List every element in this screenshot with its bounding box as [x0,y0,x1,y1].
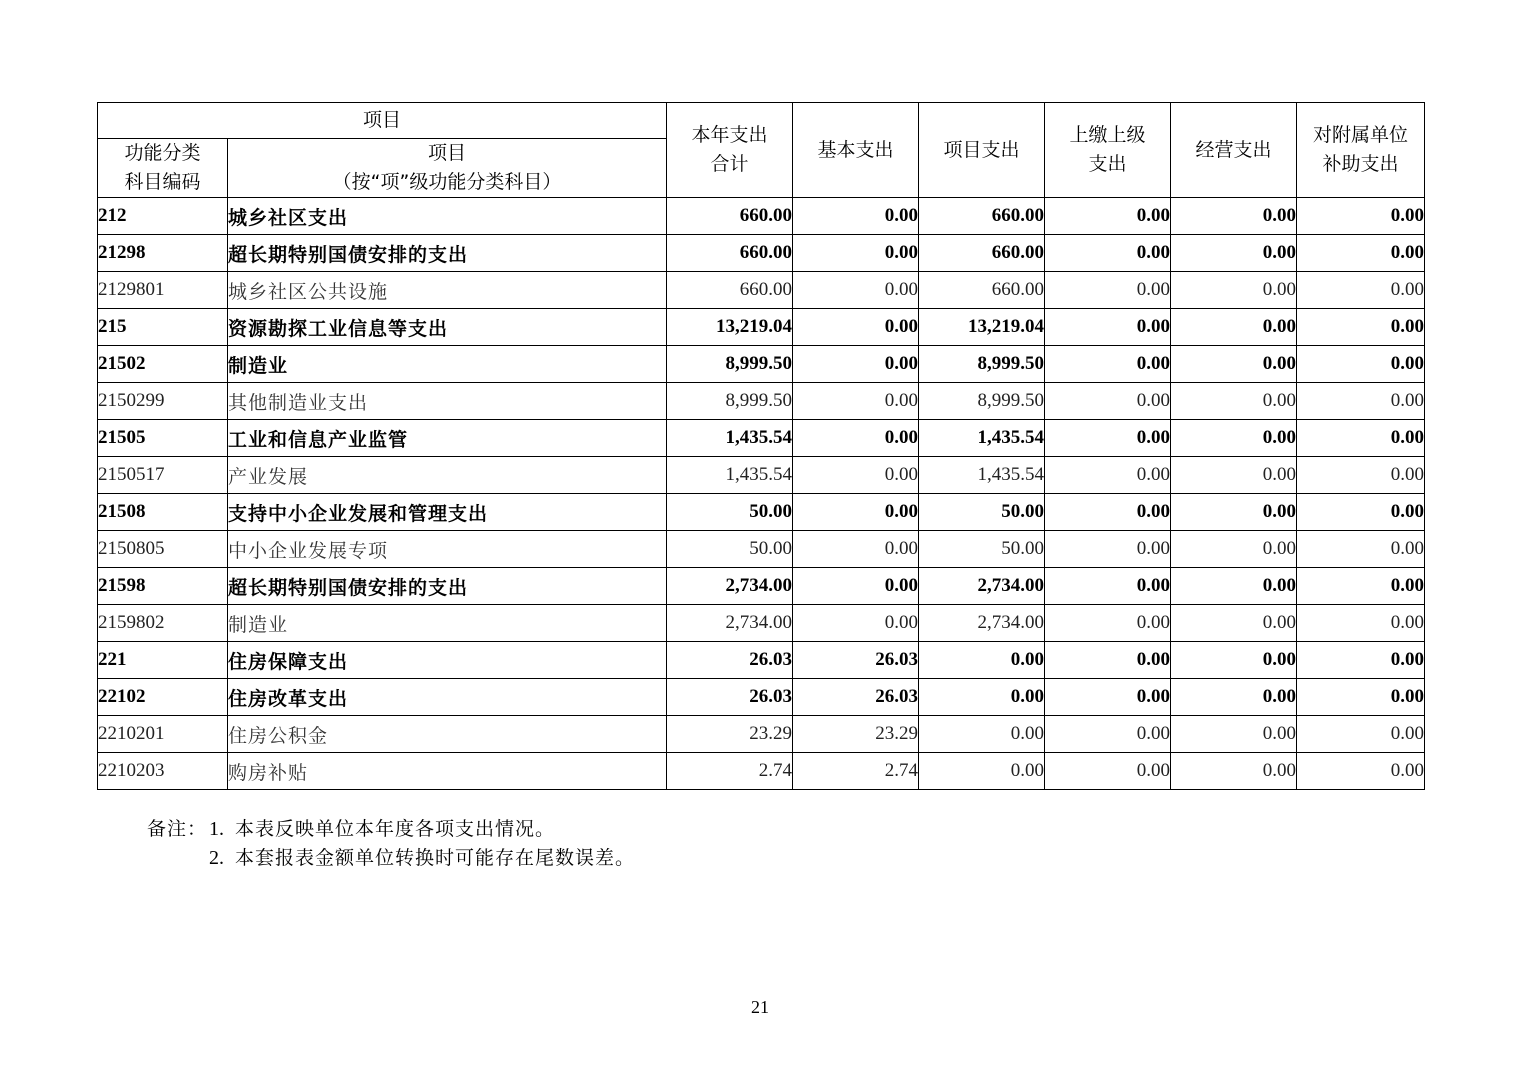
cell-subsidy: 0.00 [1297,309,1425,346]
cell-basic: 0.00 [793,309,919,346]
cell-name: 支持中小企业发展和管理支出 [228,494,667,531]
cell-basic: 0.00 [793,568,919,605]
cell-name: 产业发展 [228,457,667,494]
cell-project: 660.00 [919,235,1045,272]
cell-operating: 0.00 [1171,642,1297,679]
cell-code: 2210203 [98,753,228,790]
cell-operating: 0.00 [1171,420,1297,457]
note-line [147,815,635,844]
cell-project: 2,734.00 [919,568,1045,605]
cell-remit: 0.00 [1045,753,1171,790]
cell-remit: 0.00 [1045,716,1171,753]
cell-operating: 0.00 [1171,531,1297,568]
cell-operating: 0.00 [1171,457,1297,494]
cell-total: 50.00 [667,531,793,568]
cell-name: 城乡社区公共设施 [228,272,667,309]
header-project: 项目支出 [919,103,1045,198]
cell-subsidy: 0.00 [1297,716,1425,753]
header-basic: 基本支出 [793,103,919,198]
cell-total: 660.00 [667,272,793,309]
cell-basic: 23.29 [793,716,919,753]
cell-project: 50.00 [919,494,1045,531]
notes-prefix-spacer [147,844,209,873]
cell-total: 26.03 [667,679,793,716]
cell-name: 其他制造业支出 [228,383,667,420]
header-remit-line1: 上缴上级 [1069,124,1146,146]
cell-name: 超长期特别国债安排的支出 [228,568,667,605]
cell-operating: 0.00 [1171,383,1297,420]
cell-total: 2.74 [667,753,793,790]
cell-project: 13,219.04 [919,309,1045,346]
cell-basic: 0.00 [793,198,919,235]
cell-basic: 26.03 [793,642,919,679]
note-text: 本表反映单位本年度各项支出情况。 [235,818,556,840]
cell-basic: 0.00 [793,420,919,457]
table-row [98,605,1425,642]
table-row [98,383,1425,420]
cell-name: 住房公积金 [228,716,667,753]
cell-name: 购房补贴 [228,753,667,790]
cell-total: 8,999.50 [667,383,793,420]
cell-basic: 0.00 [793,457,919,494]
cell-name: 资源勘探工业信息等支出 [228,309,667,346]
table-row [98,457,1425,494]
cell-subsidy: 0.00 [1297,679,1425,716]
cell-subsidy: 0.00 [1297,346,1425,383]
cell-remit: 0.00 [1045,494,1171,531]
cell-remit: 0.00 [1045,383,1171,420]
cell-subsidy: 0.00 [1297,272,1425,309]
cell-project: 660.00 [919,272,1045,309]
cell-operating: 0.00 [1171,494,1297,531]
cell-total: 13,219.04 [667,309,793,346]
cell-name: 住房保障支出 [228,642,667,679]
cell-operating: 0.00 [1171,272,1297,309]
cell-remit: 0.00 [1045,235,1171,272]
cell-operating: 0.00 [1171,605,1297,642]
page-number: 21 [751,997,769,1017]
table-row [98,420,1425,457]
cell-total: 1,435.54 [667,420,793,457]
cell-name: 超长期特别国债安排的支出 [228,235,667,272]
cell-operating: 0.00 [1171,235,1297,272]
header-code-line2: 科目编码 [124,171,201,193]
note-number: 1. [209,818,224,840]
cell-project: 0.00 [919,642,1045,679]
header-subsidy [1297,103,1425,198]
cell-basic: 0.00 [793,346,919,383]
table-row [98,679,1425,716]
notes-prefix: 备注： [147,818,208,840]
cell-project: 0.00 [919,753,1045,790]
cell-subsidy: 0.00 [1297,605,1425,642]
expense-table [97,102,1425,790]
cell-subsidy: 0.00 [1297,198,1425,235]
table-row [98,198,1425,235]
header-total-line1: 本年支出 [691,124,768,146]
cell-subsidy: 0.00 [1297,383,1425,420]
cell-code: 215 [98,309,228,346]
cell-code: 2210201 [98,716,228,753]
table-row [98,309,1425,346]
cell-operating: 0.00 [1171,346,1297,383]
cell-remit: 0.00 [1045,568,1171,605]
cell-name: 制造业 [228,346,667,383]
cell-name: 制造业 [228,605,667,642]
header-total [667,103,793,198]
header-total-line2: 合计 [710,153,749,175]
header-remit [1045,103,1171,198]
cell-project: 8,999.50 [919,383,1045,420]
cell-project: 8,999.50 [919,346,1045,383]
cell-remit: 0.00 [1045,198,1171,235]
cell-total: 2,734.00 [667,605,793,642]
cell-total: 50.00 [667,494,793,531]
table-row [98,642,1425,679]
cell-basic: 0.00 [793,383,919,420]
cell-subsidy: 0.00 [1297,420,1425,457]
cell-operating: 0.00 [1171,568,1297,605]
header-operating: 经营支出 [1171,103,1297,198]
cell-code: 21598 [98,568,228,605]
cell-basic: 0.00 [793,605,919,642]
cell-project: 0.00 [919,716,1045,753]
cell-basic: 0.00 [793,272,919,309]
cell-project: 1,435.54 [919,457,1045,494]
cell-code: 2150299 [98,383,228,420]
cell-subsidy: 0.00 [1297,642,1425,679]
cell-remit: 0.00 [1045,309,1171,346]
cell-code: 221 [98,642,228,679]
cell-code: 2159802 [98,605,228,642]
cell-total: 26.03 [667,642,793,679]
cell-name: 城乡社区支出 [228,198,667,235]
cell-project: 660.00 [919,198,1045,235]
cell-remit: 0.00 [1045,642,1171,679]
header-code-line1: 功能分类 [124,142,201,164]
cell-total: 8,999.50 [667,346,793,383]
header-name-line2: （按“项”级功能分类科目） [332,171,562,193]
cell-name: 中小企业发展专项 [228,531,667,568]
cell-remit: 0.00 [1045,605,1171,642]
cell-subsidy: 0.00 [1297,494,1425,531]
cell-total: 660.00 [667,198,793,235]
note-text: 本套报表金额单位转换时可能存在尾数误差。 [235,847,636,869]
cell-project: 50.00 [919,531,1045,568]
cell-remit: 0.00 [1045,531,1171,568]
notes [147,815,635,873]
cell-basic: 0.00 [793,531,919,568]
cell-operating: 0.00 [1171,716,1297,753]
cell-code: 21505 [98,420,228,457]
cell-subsidy: 0.00 [1297,235,1425,272]
cell-code: 21502 [98,346,228,383]
table-row [98,531,1425,568]
header-subsidy-line1: 对附属单位 [1313,124,1409,146]
table-row [98,272,1425,309]
header-item-group: 项目 [98,103,667,139]
header-name-line1: 项目 [428,142,467,164]
header-subsidy-line2: 补助支出 [1322,153,1399,175]
cell-code: 21298 [98,235,228,272]
cell-subsidy: 0.00 [1297,568,1425,605]
table-row [98,753,1425,790]
cell-project: 1,435.54 [919,420,1045,457]
table-row [98,494,1425,531]
cell-remit: 0.00 [1045,420,1171,457]
cell-operating: 0.00 [1171,309,1297,346]
cell-remit: 0.00 [1045,272,1171,309]
cell-subsidy: 0.00 [1297,531,1425,568]
table-row [98,568,1425,605]
cell-code: 212 [98,198,228,235]
cell-name: 住房改革支出 [228,679,667,716]
note-line [147,844,635,873]
cell-code: 2129801 [98,272,228,309]
cell-basic: 0.00 [793,494,919,531]
table-row [98,235,1425,272]
cell-project: 2,734.00 [919,605,1045,642]
cell-total: 23.29 [667,716,793,753]
table-row [98,716,1425,753]
header-remit-line2: 支出 [1088,153,1127,175]
cell-operating: 0.00 [1171,679,1297,716]
table-row [98,346,1425,383]
cell-code: 2150517 [98,457,228,494]
cell-remit: 0.00 [1045,679,1171,716]
cell-basic: 2.74 [793,753,919,790]
cell-total: 1,435.54 [667,457,793,494]
cell-operating: 0.00 [1171,753,1297,790]
cell-total: 2,734.00 [667,568,793,605]
cell-operating: 0.00 [1171,198,1297,235]
note-number: 2. [209,847,224,869]
cell-subsidy: 0.00 [1297,753,1425,790]
cell-remit: 0.00 [1045,457,1171,494]
header-name [228,139,667,198]
cell-code: 2150805 [98,531,228,568]
cell-project: 0.00 [919,679,1045,716]
cell-total: 660.00 [667,235,793,272]
header-code [98,139,228,198]
cell-remit: 0.00 [1045,346,1171,383]
cell-code: 22102 [98,679,228,716]
cell-basic: 26.03 [793,679,919,716]
cell-name: 工业和信息产业监管 [228,420,667,457]
cell-subsidy: 0.00 [1297,457,1425,494]
cell-basic: 0.00 [793,235,919,272]
cell-code: 21508 [98,494,228,531]
